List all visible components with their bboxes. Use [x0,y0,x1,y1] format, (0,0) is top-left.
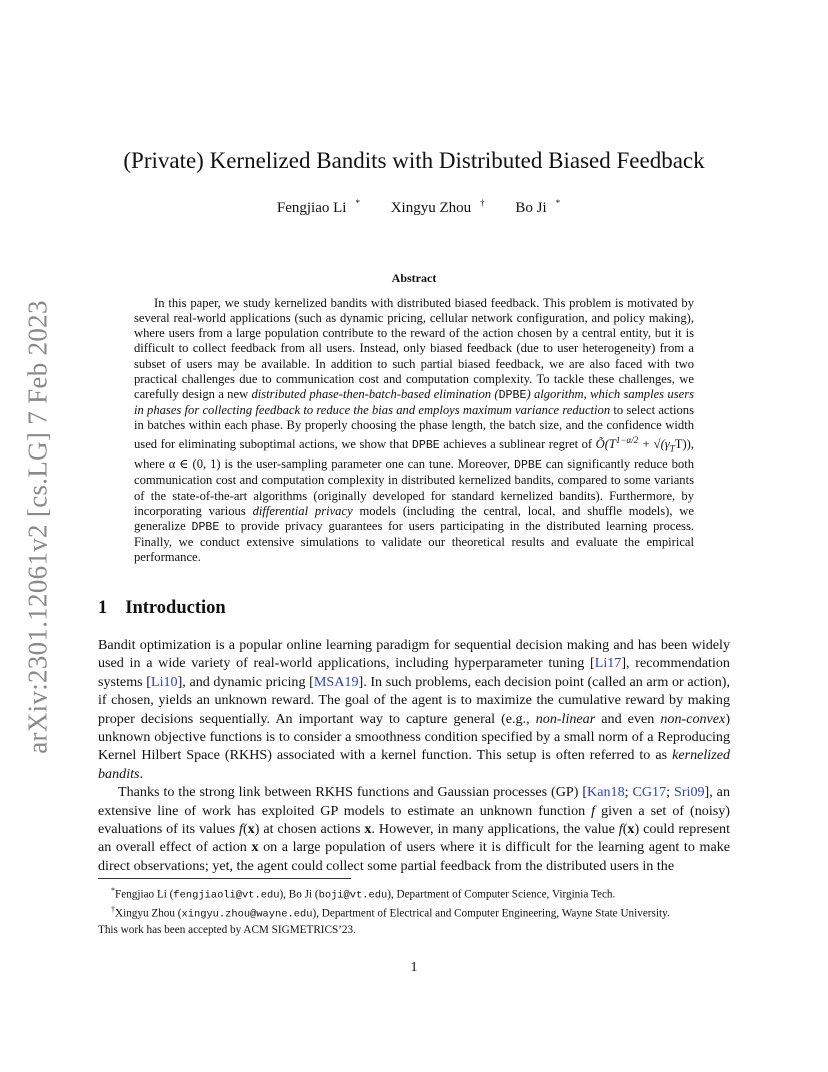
emphasized-term: non-convex [660,710,726,727]
author-affiliation-mark: † [480,198,485,208]
text-run: ) at chosen actions [254,821,365,838]
text-run: given a set of (noisy) evaluations of its values [98,802,730,838]
citation-link[interactable]: Li17 [594,655,622,672]
footnote-mark: † [111,905,115,915]
citation-link[interactable]: Sri09 [674,784,705,801]
text-run: Xingyu Zhou ( [115,908,182,921]
math-symbol: f [591,802,596,819]
arxiv-identifier: arXiv:2301.12061v2 [cs.LG] 7 Feb 2023 [22,300,53,754]
author-name: Fengjiao Li [276,200,347,216]
text-run: ; [666,784,674,801]
author [506,200,560,216]
text-run: ( [491,386,499,401]
text-run: to provide privacy guarantees for users participating in the distributed learning process. Finally, we conduct extensive simulations to validate our theoretical results and evaluate the empirical performance. [134,518,694,565]
author-list [0,198,828,217]
text-run: ( [622,821,628,838]
text-run: achieves a sublinear regret of [439,437,596,452]
footnotes [98,884,738,937]
text-run: . [139,765,144,782]
footnote-mark: * [111,886,115,895]
citation-link[interactable]: Kan18 [587,784,625,801]
emphasized-term: maximum variance reduction [462,403,611,418]
algorithm-name: DPBE [498,388,527,402]
text-run: ], and dynamic pricing [ [177,673,314,690]
algorithm-name: DPBE [411,439,440,453]
text-run: ]. In such problems, each decision point (called an arm or action), if chosen, yields an unknown reward. The goal of the agent is to maximize the cumulative reward by making proper decisions sequentially. An important way to capture general (e.g., [98,673,730,727]
citation-link[interactable]: MSA19 [313,673,359,690]
text-run: . However, in many applications, the value [371,821,619,838]
footnote [98,884,738,903]
author-affiliation-mark: * [355,198,360,208]
text-run: models (including the central, local, and shuffle models), we generalize [134,503,694,533]
introduction-body [98,636,730,875]
section-title: Introduction [125,598,226,618]
section-heading [98,598,226,619]
text-run: and even [595,710,661,727]
author [382,200,485,216]
intro-paragraph [98,783,730,875]
text-run: ) algorithm, which samples users in phases for collecting feedback to reduce the bias and employs [134,386,694,418]
citation-link[interactable]: CG17 [632,784,667,801]
text-run: In this paper, we study kernelized bandits with distributed biased feedback. This problem is motivated by several real-world applications (such as dynamic pricing, cellular network configuration, and policy making), where users from a large population contribute to the reward of the action chosen by a central entity, but it is difficult to collect feedback from all users. Instead, only biased feedback (due to user heterogeneity) from a subset of users may be available. In addition to such partial biased feedback, we are also faced with two practical challenges due to communication cost and computation complexity. To tackle these challenges, we carefully design a new [134,296,694,401]
abstract-heading: Abstract [391,271,437,285]
emphasized-term: non-linear [535,710,596,727]
text-run: can significantly reduce both communication cost and computation complexity in distributed kernelized bandits, compared to some variants of the state-of-the-art algorithms (originally developed for standard kernelized bandits). Furthermore, by incorporating various [134,457,694,518]
email-address: fengjiaoli@vt.edu [173,889,280,902]
author [268,200,360,216]
math-symbol: f [618,821,623,838]
text-run: to select actions in batches within each phase. By properly choosing the phase length, the batch size, and the confidence width used for eliminating suboptimal actions, we show that [134,403,694,452]
text-run: Bandit optimization is a popular online learning paradigm for sequential decision making and has been widely used in a wide variety of real-world applications, including hyperparameter tuning [ [98,637,730,672]
text-run: T)), where α ∈ (0, 1) is the user-sampling parameter one can tune. Moreover, [134,437,694,472]
regret-bound: Õ(T [595,437,616,452]
text-run: ], an extensive line of work has exploited GP models to estimate an unknown function [98,784,730,819]
text-run: ) unknown objective functions is to consider a smoothness condition specified by a small norm of a Reproducing Kernel Hilbert Space (RKHS) associated with a kernel function. This setup is often referred to as [98,710,731,764]
text-run: ) could represent an overall effect of action [98,821,730,856]
math-vector: x [364,821,372,838]
text-run: ], recommendation systems [ [98,655,730,690]
acceptance-note: This work has been accepted by ACM SIGMETRICS’23. [98,923,356,936]
text-run: ), Bo Ji ( [279,888,319,901]
regret-subscript: T [669,444,675,455]
citation-link[interactable]: Li10 [150,673,178,690]
author-name: Xingyu Zhou [390,200,472,216]
emphasized-term: distributed phase-then-batch-based elimination [251,386,492,401]
email-address: xingyu.zhou@wayne.edu [181,909,313,922]
text-run: ; [624,784,633,801]
author-name: Bo Ji [515,200,547,216]
text-run: ), Department of Computer Science, Virginia Tech. [387,888,616,901]
page-number: 1 [410,960,418,975]
algorithm-name: DPBE [191,520,220,534]
footnote-divider [98,878,351,879]
abstract-body [134,296,694,565]
text-run: ), Department of Electrical and Computer Engineering, Wayne State University. [312,908,670,921]
text-run: on a large population of users where it is difficult for the learning agent to make direct observations; yet, the agent could collect some partial feedback from the distributed users in the [98,839,730,874]
abstract-paragraph [134,296,694,565]
text-run: ( [242,821,248,838]
footnote [98,903,738,922]
author-affiliation-mark: * [555,198,561,208]
regret-exponent: 1−α/2 [615,435,639,446]
math-symbol: f [239,821,243,838]
text-run: Fengjiao Li ( [115,888,174,901]
emphasized-term: differential privacy [252,503,353,518]
math-vector: x [627,821,635,838]
math-vector: x [247,821,255,838]
section-number: 1 [98,598,108,618]
paper-title: (Private) Kernelized Bandits with Distributed Biased Feedback [123,148,705,173]
intro-paragraph [98,636,730,783]
text-run: Thanks to the strong link between RKHS functions and Gaussian processes (GP) [ [118,784,588,801]
emphasized-term: kernelized bandits [98,747,730,782]
algorithm-name: DPBE [514,459,542,473]
arxiv-sidebar [20,292,56,762]
email-address: boji@vt.edu [318,889,388,902]
regret-bound: + √(γ [638,437,670,452]
math-vector: x [251,839,259,856]
